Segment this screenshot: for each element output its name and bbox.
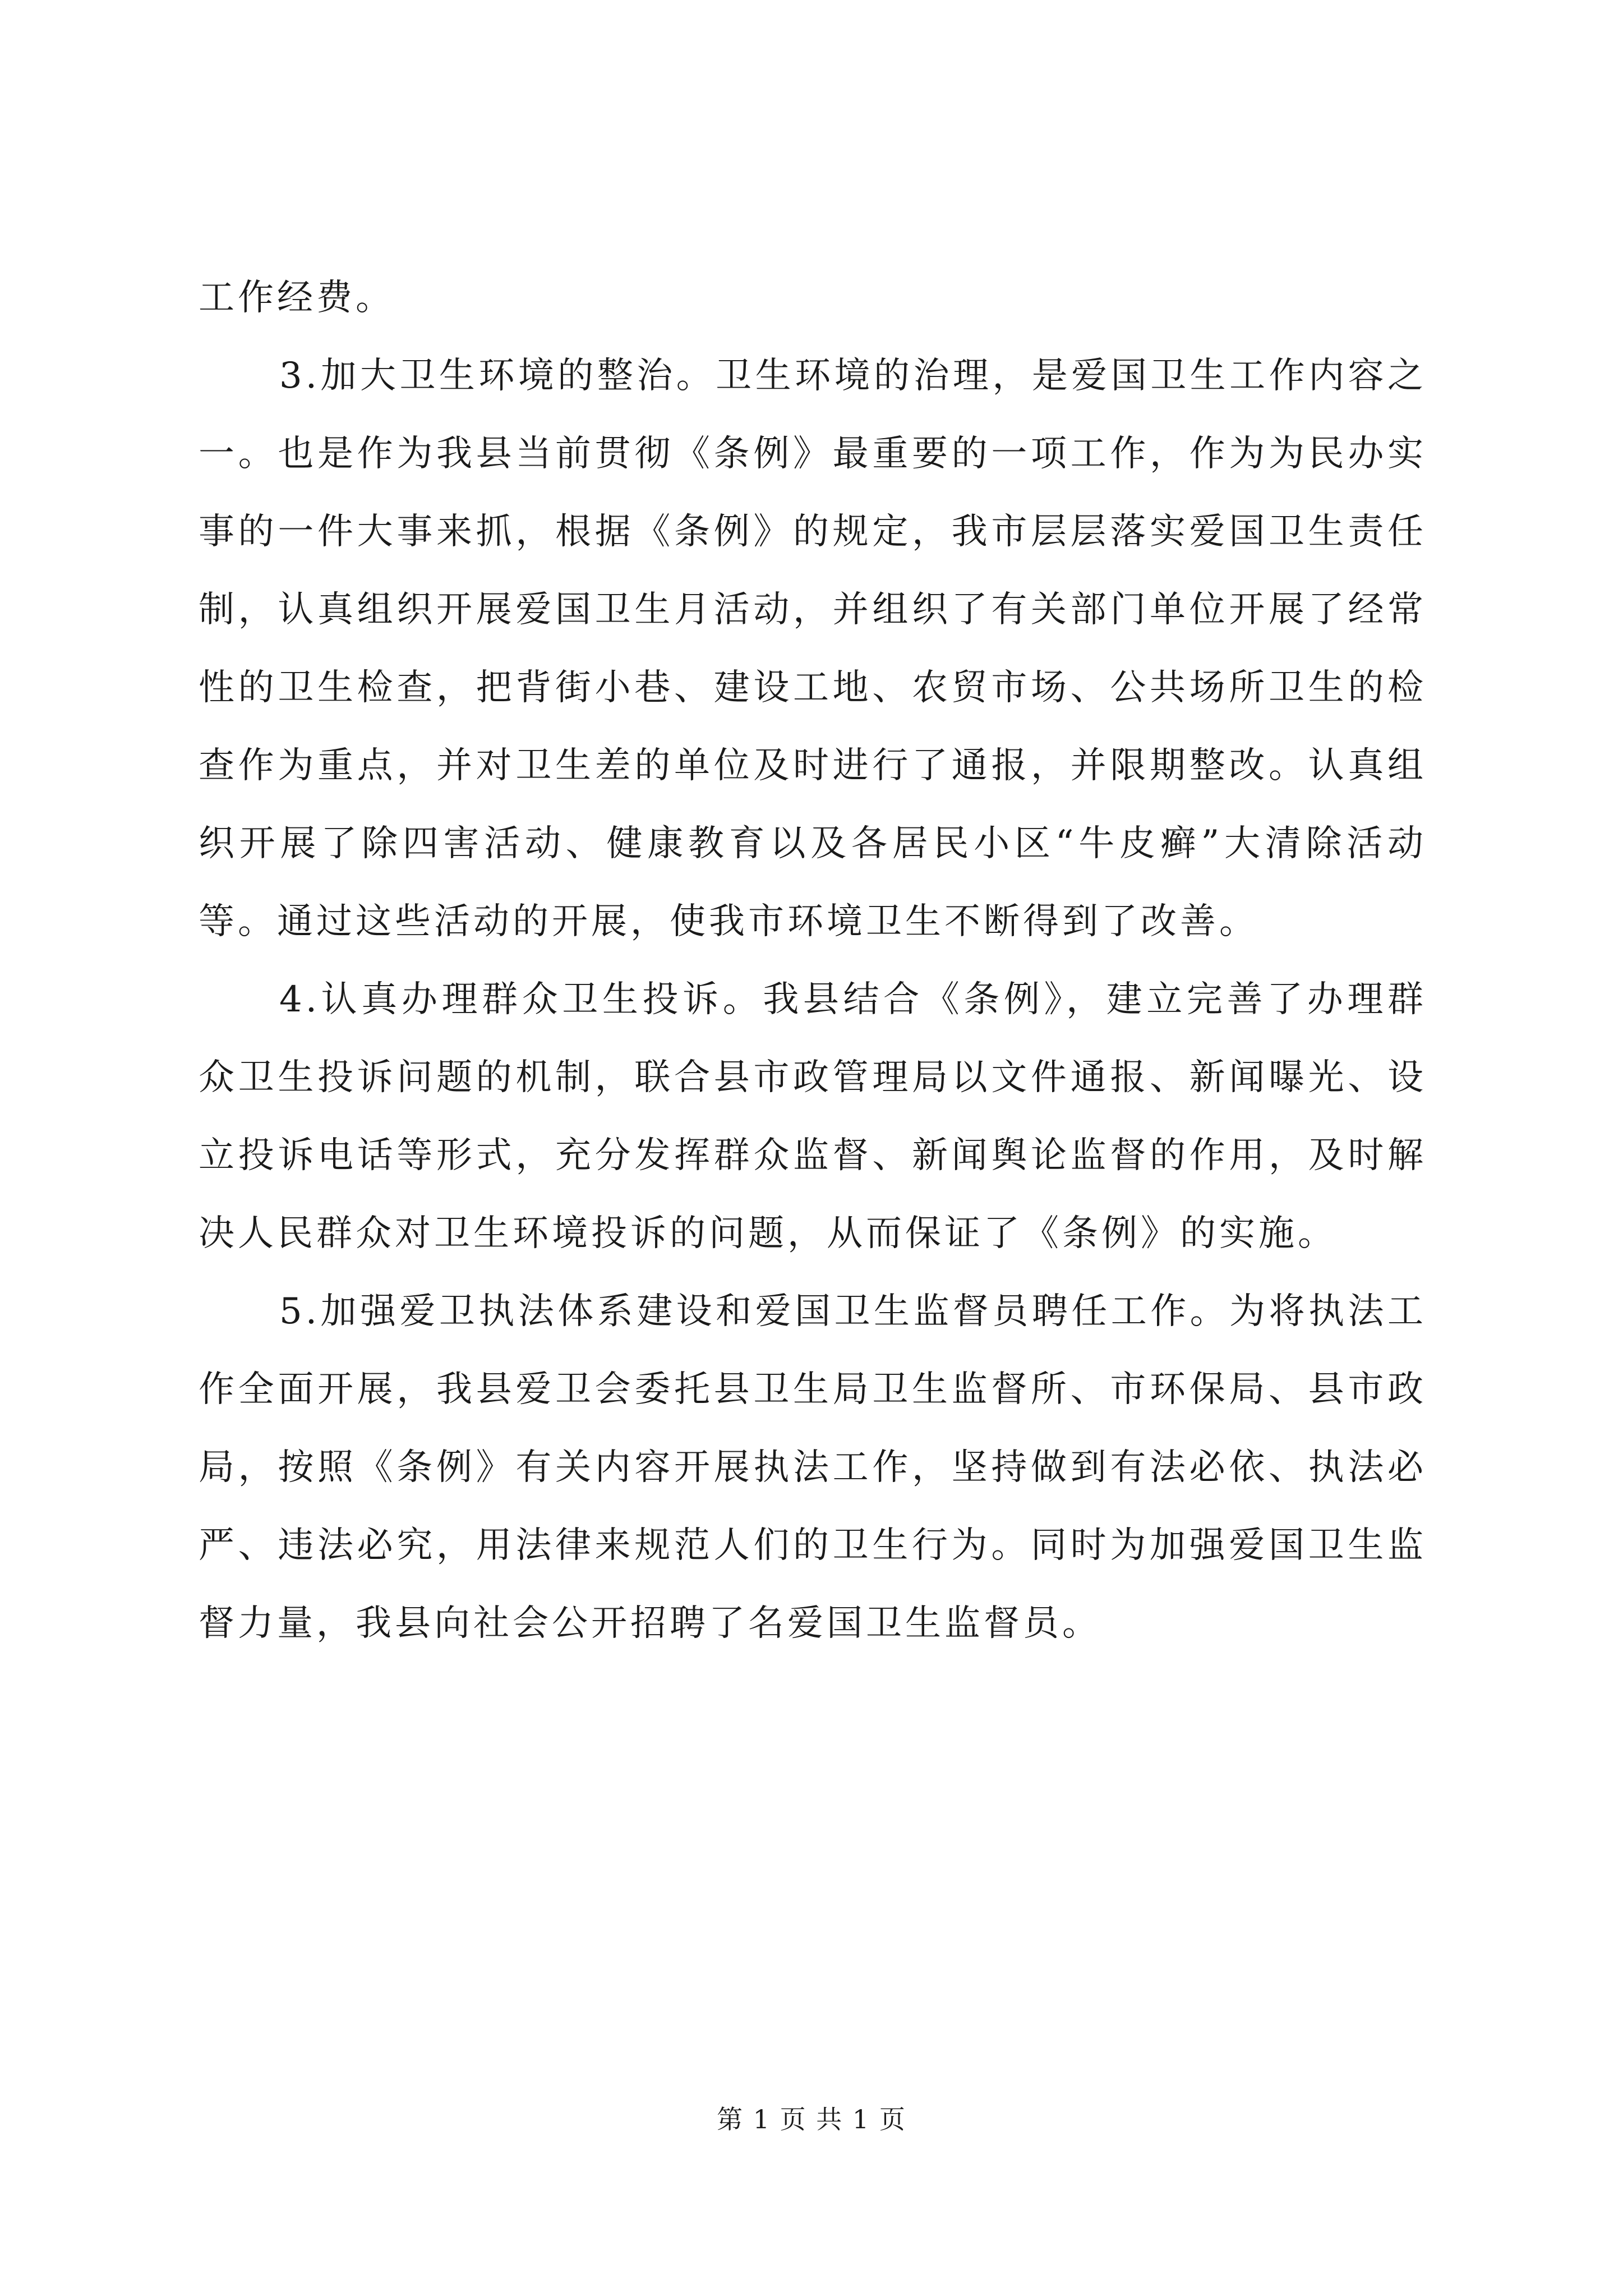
page-footer: 第 1 页 共 1 页 [717,2104,906,2134]
paragraph-5-enforcement: 5.加强爱卫执法体系建设和爱国卫生监督员聘任工作。为将执法工作全面开展，我县爱卫会委托县卫生局卫生监督所、市环保局、县市政局，按照《条例》有关内容开展执法工作，坚持做到有法必依、执法必严、违法必究，用法律来规范人们的卫生行为。同时为加强爱国卫生监督力量，我县向社会公开招聘了名爱国卫生监督员。 [199,1291,1427,1644]
paragraph-continuation: 工作经费。 [199,277,395,319]
paragraph-4-complaints: 4.认真办理群众卫生投诉。我县结合《条例》，建立完善了办理群众卫生投诉问题的机制，联合县市政管理局以文件通报、新闻曝光、设立投诉电话等形式，充分发挥群众监督、新闻舆论监督的作用，及时解决人民群众对卫生环境投诉的问题，从而保证了《条例》的实施。 [199,979,1427,1254]
paragraph-3-environment: 3.加大卫生环境的整治。卫生环境的治理，是爱国卫生工作内容之一。也是作为我县当前贯彻《条例》最重要的一项工作，作为为民办实事的一件大事来抓，根据《条例》的规定，我市层层落实爱国卫生责任制，认真组织开展爱国卫生月活动，并组织了有关部门单位开展了经常性的卫生检查，把背街小巷、建设工地、农贸市场、公共场所卫生的检查作为重点，并对卫生差的单位及时进行了通报，并限期整改。认真组织开展了除四害活动、健康教育以及各居民小区“牛皮癣”大清除活动等。通过这些活动的开展，使我市环境卫生不断得到了改善。 [199,355,1427,942]
document-body [199,259,1427,1663]
